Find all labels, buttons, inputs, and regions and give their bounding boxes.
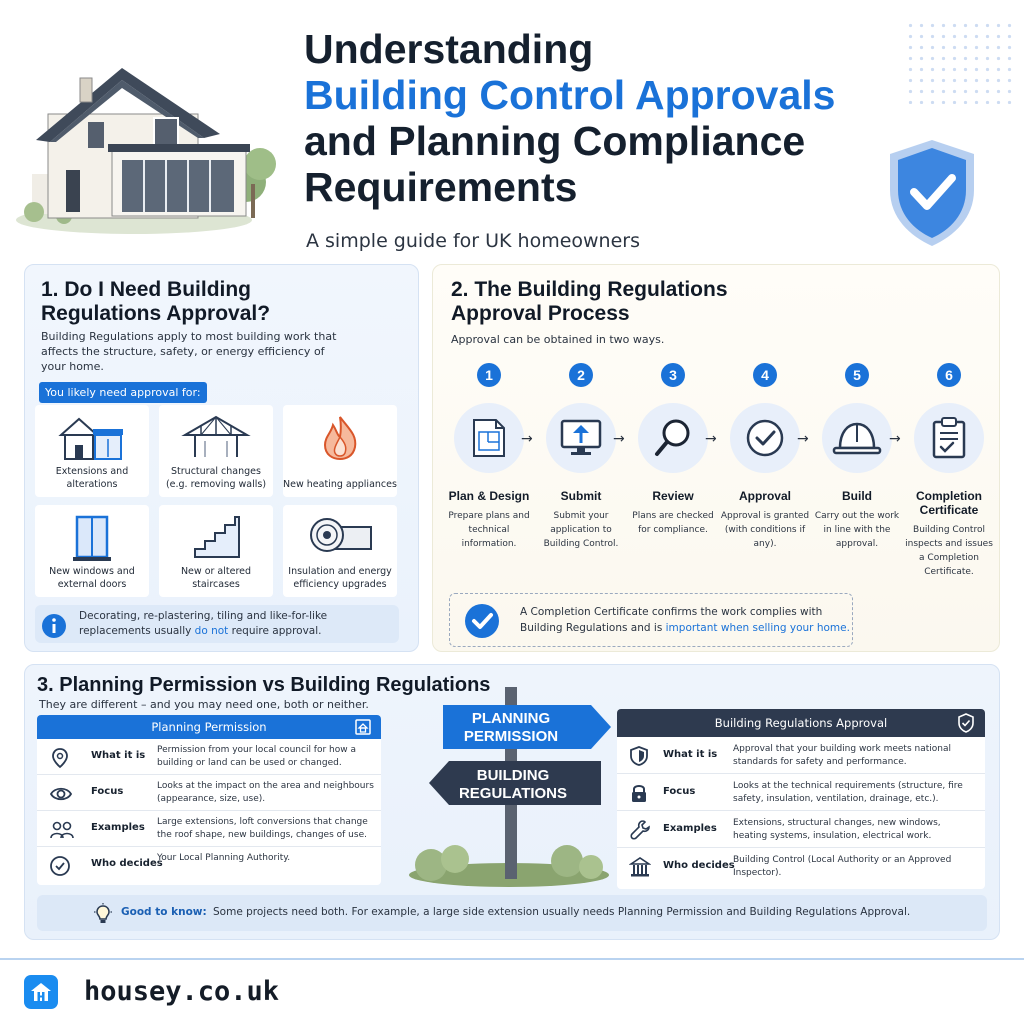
step-name: Plan & Design — [448, 489, 530, 503]
house-logo-icon[interactable] — [24, 975, 58, 1009]
check-circle-icon — [49, 855, 71, 877]
row-key: Who decides — [91, 858, 163, 869]
table-row — [617, 774, 985, 811]
title-line-2: Building Control Approvals — [304, 72, 836, 118]
sign-bottom-line1: BUILDING — [476, 767, 550, 784]
row-key: Examples — [663, 823, 717, 834]
window-icon — [57, 513, 127, 563]
step-icon-circle — [730, 403, 800, 473]
row-value: Looks at the technical requirements (structure, fire safety, insulation, ventilation, drainage, etc.). — [733, 781, 963, 804]
section-need-approval — [24, 264, 419, 652]
building-regulations-header-label: Building Regulations Approval — [714, 716, 888, 730]
planning-permission-header-label: Planning Permission — [151, 720, 267, 734]
approval-item-label: Insulation and energy efficiency upgrades — [288, 566, 392, 590]
table-row — [37, 811, 381, 847]
step-arrow: → — [889, 431, 901, 447]
roof-truss-icon — [181, 413, 251, 461]
section1-title: 1. Do I Need Building Regulations Approval? — [41, 278, 271, 325]
certificate-note-highlight: important when selling your home. — [665, 622, 850, 634]
step-name: Build — [842, 489, 872, 503]
step-icon-circle — [454, 403, 524, 473]
approval-item-card — [283, 505, 397, 597]
table-row — [617, 737, 985, 774]
step-name: Approval — [738, 489, 791, 503]
sign-top-line1: PLANNING — [471, 710, 551, 727]
shield-check-icon — [957, 713, 975, 733]
section-approval-process — [432, 264, 1000, 652]
step-number: 6 — [937, 363, 961, 387]
clipboard-icon — [932, 417, 966, 459]
brand-link[interactable]: housey.co.uk — [84, 976, 280, 1007]
sign-top-line2: PERMISSION — [463, 728, 559, 745]
step-icon-circle — [914, 403, 984, 473]
approval-item-card — [159, 405, 273, 497]
exception-note-highlight: do not — [194, 625, 229, 637]
footer — [0, 958, 1024, 1024]
title-line-3: and Planning Compliance — [304, 118, 806, 164]
good-to-know-text: Some projects need both. For example, a large side extension usually needs Planning Permission and Building Regulations Approval. — [213, 906, 911, 918]
row-value: Large extensions, loft conversions that change the roof shape, new buildings, changes of use. — [157, 817, 368, 840]
house-extension-icon — [57, 413, 127, 461]
certificate-note-pre: A Completion Certificate confirms the work complies with Building Regulations and is — [520, 606, 823, 634]
process-step — [811, 363, 903, 551]
good-to-know-label: Good to know: — [121, 906, 207, 918]
step-name: Submit — [560, 489, 602, 503]
completion-certificate-note — [449, 593, 853, 647]
row-key: Focus — [663, 786, 696, 797]
step-description: Building Control inspects and issues a Completion Certificate. — [905, 525, 993, 577]
check-circle-icon — [464, 603, 500, 639]
approval-item-label: New windows and external doors — [49, 566, 135, 590]
building-regulations-table — [617, 709, 985, 889]
step-icon-circle — [638, 403, 708, 473]
table-row — [617, 848, 985, 885]
step-description: Submit your application to Building Control. — [543, 511, 619, 549]
approval-item-card — [283, 405, 397, 497]
process-step — [443, 363, 535, 551]
row-value: Your Local Planning Authority. — [157, 853, 291, 863]
certificate-note-text — [520, 604, 850, 636]
row-key: Who decides — [663, 860, 735, 871]
step-arrow: → — [705, 431, 717, 447]
step-number: 5 — [845, 363, 869, 387]
step-icon-circle — [822, 403, 892, 473]
flame-icon — [305, 413, 375, 461]
insulation-roll-icon — [305, 513, 375, 557]
row-value: Approval that your building work meets national standards for safety and performance. — [733, 744, 951, 767]
approval-needed-badge: You likely need approval for: — [39, 382, 207, 403]
step-description: Prepare plans and technical information. — [448, 511, 530, 549]
exception-note-post: require approval. — [228, 625, 322, 637]
people-icon — [49, 819, 75, 841]
eye-icon — [49, 783, 73, 805]
approval-item-card — [159, 505, 273, 597]
approval-item-card — [35, 505, 149, 597]
row-key: Examples — [91, 822, 145, 833]
row-value: Looks at the impact on the area and neighbours (appearance, size, use). — [157, 781, 374, 804]
map-pin-icon — [49, 747, 71, 769]
exception-note-pre: Decorating, re-plastering, tiling and like-for-like replacements usually — [79, 610, 328, 637]
building-icon — [629, 856, 651, 878]
section1-description: Building Regulations apply to most building work that affects the structure, safety, or energy efficiency of your home. — [41, 330, 337, 373]
step-description: Carry out the work in line with the approval. — [814, 511, 900, 549]
row-key: What it is — [663, 749, 718, 760]
step-arrow: → — [613, 431, 625, 447]
title-line-1: Understanding — [304, 26, 594, 72]
signpost-illustration — [391, 677, 621, 887]
check-circle-icon — [745, 418, 785, 458]
shield-check-icon — [884, 136, 980, 250]
row-value: Permission from your local council for how a building or land can be used or changed. — [157, 745, 356, 768]
step-arrow: → — [797, 431, 809, 447]
planning-permission-table — [37, 715, 381, 885]
step-name: Completion Certificate — [916, 489, 982, 517]
sign-bottom-line2: REGULATIONS — [458, 785, 568, 802]
approval-items-grid — [35, 405, 395, 597]
table-row — [37, 847, 381, 883]
approval-item-label: Extensions and alterations — [55, 466, 129, 490]
monitor-upload-icon — [560, 419, 602, 457]
plans-document-icon — [472, 418, 506, 458]
process-step — [627, 363, 719, 537]
section3-description: They are different – and you may need one, both or neither. — [39, 698, 369, 711]
approval-item-card — [35, 405, 149, 497]
section2-title: 2. The Building Regulations Approval Process — [451, 278, 728, 325]
shield-icon — [629, 745, 649, 767]
step-number: 3 — [661, 363, 685, 387]
table-row — [617, 811, 985, 848]
row-key: What it is — [91, 750, 146, 761]
info-icon — [41, 613, 67, 639]
step-description: Plans are checked for compliance. — [632, 511, 714, 535]
lock-icon — [629, 782, 649, 804]
approval-item-label: Structural changes (e.g. removing walls) — [165, 466, 267, 490]
title-line-4: Requirements — [304, 164, 578, 210]
wrench-icon — [629, 819, 651, 841]
building-regulations-header — [617, 709, 985, 737]
house-illustration — [14, 44, 284, 239]
magnifier-icon — [654, 418, 692, 458]
staircase-icon — [181, 513, 251, 563]
step-number: 1 — [477, 363, 501, 387]
dot-pattern-decoration — [905, 20, 1015, 104]
step-name: Review — [652, 489, 694, 503]
process-step — [719, 363, 811, 551]
step-icon-circle — [546, 403, 616, 473]
step-number: 2 — [569, 363, 593, 387]
row-value: Extensions, structural changes, new windows, heating systems, insulation, electrical work. — [733, 818, 941, 841]
section3-title: 3. Planning Permission vs Building Regulations — [37, 674, 491, 696]
section2-description: Approval can be obtained in two ways. — [451, 333, 665, 346]
process-step — [903, 363, 995, 579]
process-step — [535, 363, 627, 551]
approval-item-label: New heating appliances — [283, 479, 397, 490]
header — [0, 0, 1024, 262]
lightbulb-icon — [93, 903, 113, 925]
step-arrow: → — [521, 431, 533, 447]
process-steps — [443, 363, 993, 583]
page-title — [304, 26, 904, 210]
good-to-know-note — [37, 895, 987, 931]
approval-exception-note — [35, 605, 399, 643]
table-row — [37, 739, 381, 775]
step-description: Approval is granted (with conditions if any). — [720, 511, 810, 549]
planning-permission-header — [37, 715, 381, 739]
section-planning-vs-building-regs — [24, 664, 1000, 940]
document-house-icon — [355, 719, 371, 735]
step-number: 4 — [753, 363, 777, 387]
hard-hat-icon — [832, 420, 882, 456]
table-row — [37, 775, 381, 811]
row-value: Building Control (Local Authority or an Approved Inspector). — [733, 855, 952, 878]
exception-note-text — [79, 609, 389, 639]
page-subtitle: A simple guide for UK homeowners — [306, 230, 641, 252]
row-key: Focus — [91, 786, 124, 797]
approval-item-label: New or altered staircases — [180, 566, 252, 590]
